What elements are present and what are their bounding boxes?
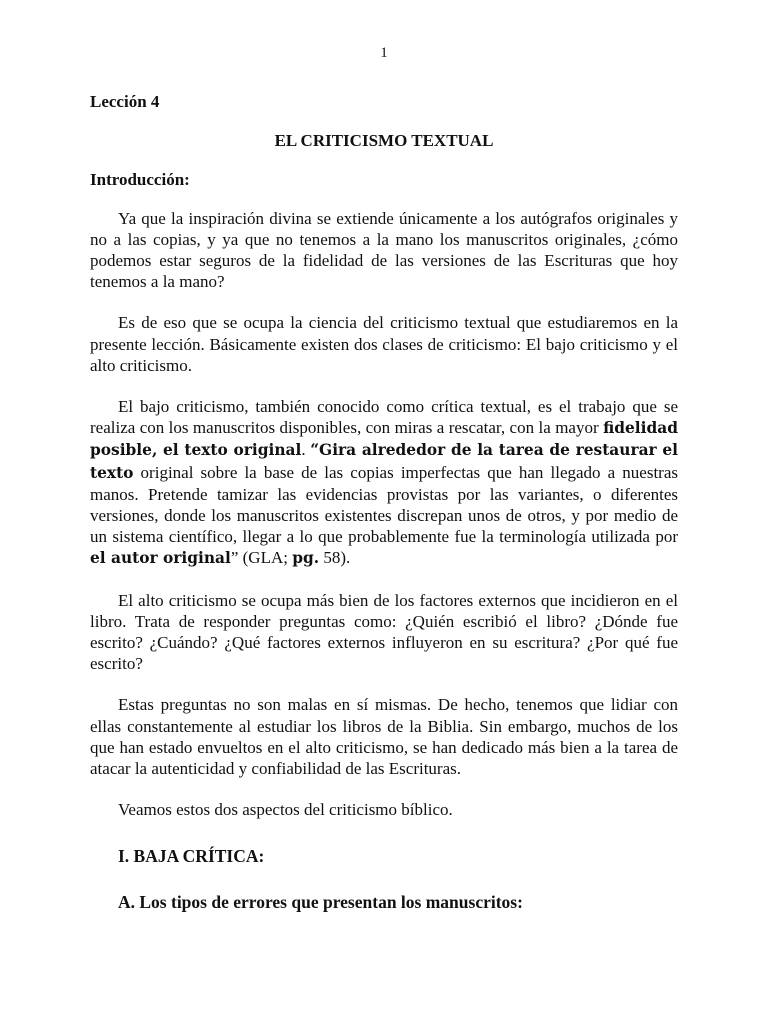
paragraph-1: Ya que la inspiración divina se extiende únicamente a los autógrafos originales y no a las copias, y ya que no tenemos a la mano los manuscritos originales, ¿cómo podemos estar seguros de la fidelidad de las versiones de las Escrituras que hoy tenemos a la mano? <box>90 208 678 292</box>
paragraph-3-text-a: El bajo criticismo, también conocido como crítica textual, es el trabajo que se realiza con los manuscritos disponibles, con miras a rescatar, con la mayor <box>90 397 678 438</box>
intro-heading: Introducción: <box>90 170 190 190</box>
paragraph-3-text-c: original sobre la base de las copias imperfectas que han llegado a nuestras manos. Pretende tamizar las evidencias provistas por las variantes, o diferentes versiones, donde los manuscritos existentes discrepan unos de otros, y por medio de un sistema científico, llegar a lo que probablemente fue la terminología utilizada por <box>90 462 678 547</box>
paragraph-2: Es de eso que se ocupa la ciencia del criticismo textual que estudiaremos en la presente lección. Básicamente existen dos clases de criticismo: El bajo criticismo y el alto criticismo. <box>90 313 678 375</box>
paragraph-3-bold-a: fidelidad posible, el texto original <box>90 419 678 460</box>
paragraph-3-bold-b: “Gira alrededor de la tarea de restaurar el texto <box>90 441 679 482</box>
paragraph-3-bold-c: el autor original <box>90 549 231 568</box>
document-title: EL CRITICISMO TEXTUAL <box>274 131 494 151</box>
paragraph-6: Veamos estos dos aspectos del criticismo bíblico. <box>118 800 453 820</box>
document-body <box>90 91 678 913</box>
subsection-heading: A. Los tipos de errores que presentan los manuscritos: <box>118 891 523 912</box>
page-number: 1 <box>380 45 388 61</box>
lesson-label: Lección 4 <box>90 92 160 111</box>
paragraph-3-text-e: 58). <box>319 548 351 568</box>
section-heading: I. BAJA CRÍTICA: <box>118 846 265 867</box>
paragraph-3 <box>90 396 678 570</box>
paragraph-3-bold-d: pg. <box>292 549 320 568</box>
paragraph-3-text-b: . <box>301 440 311 460</box>
paragraph-5: Estas preguntas no son malas en sí mismas. De hecho, tenemos que lidiar con ellas constantemente al estudiar los libros de la Biblia. Sin embargo, muchos de los que han estado envueltos en el alto criticismo, se han dedicado más bien a la tarea de atacar la autenticidad y confiabilidad de las Escrituras. <box>90 695 678 779</box>
paragraph-4: El alto criticismo se ocupa más bien de los factores externos que incidieron en el libro. Trata de responder preguntas como: ¿Quién escribió el libro? ¿Dónde fue escrito? ¿Cuándo? ¿Qué factores externos influyeron en su escritura? ¿Por qué fue escrito? <box>90 590 678 674</box>
paragraph-3-text-d: ” (GLA; <box>230 548 293 568</box>
